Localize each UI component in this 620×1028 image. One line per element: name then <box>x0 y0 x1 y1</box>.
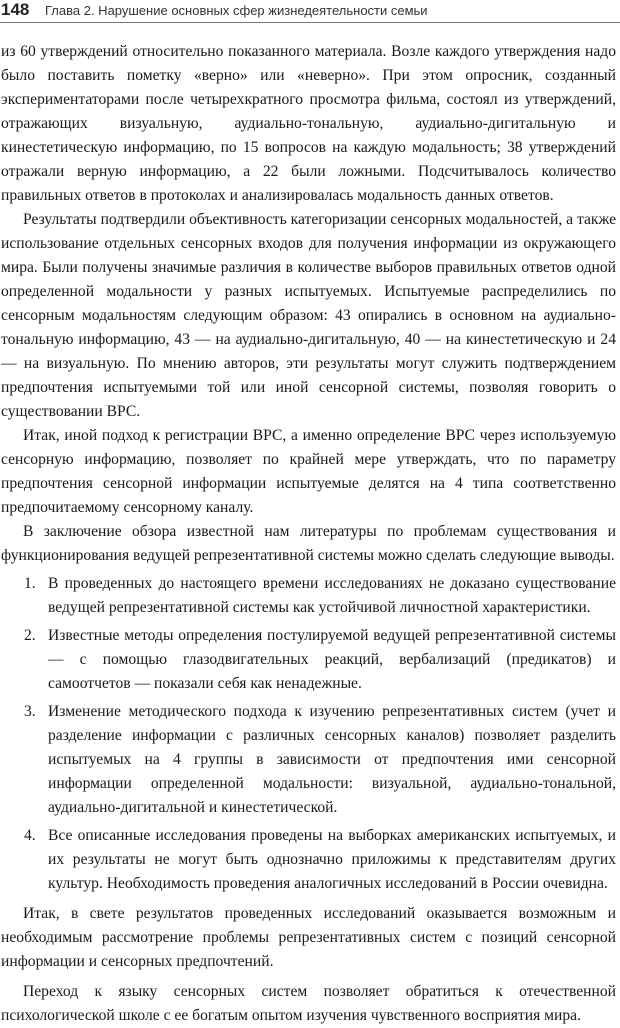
page-body <box>1 40 616 1028</box>
list-item-number: 1. <box>24 575 36 592</box>
list-item-text: Все описанные исследования проведены на выборках американских испытуемых, и их результаты не могут быть однозначно приложимы к представителям других культур. Необходимость проведения аналогичных исследований в России очевидна. <box>48 827 616 892</box>
conclusions-list <box>1 572 616 896</box>
list-item-text: В проведенных до настоящего времени исследованиях не доказано существование ведущей репрезентативной системы как устойчивой личностной характеристики. <box>48 575 616 616</box>
running-head: Глава 2. Нарушение основных сфер жизнедеятельности семьи <box>45 3 428 18</box>
list-item-text: Изменение методического подхода к изучению репрезентативных систем (учет и разделение информации с различных сенсорных каналов) позволяет разделить испытуемых на 4 группы в зависимости от предпочтения ими сенсорной информации определенной модальности: визуальной, аудиально-тональной, аудиально-дигитальной и кинестетической. <box>48 703 616 816</box>
page-header <box>0 0 620 26</box>
page-number: 148 <box>1 0 30 19</box>
list-item <box>1 572 616 620</box>
paragraph-3: Итак, иной подход к регистрации ВРС, а именно определение ВРС через используемую сенсорную информацию, позволяет по крайней мере утверждать, что по параметру предпочтения сенсорной информации испытуемые делятся на 4 типа соответственно предпочитаемому сенсорному каналу. <box>1 427 616 516</box>
paragraph-6: Переход к языку сенсорных систем позволяет обратиться к отечественной психологической школе с ее богатым опытом изучения чувственного восприятия мира. <box>1 983 616 1024</box>
paragraph-1: из 60 утверждений относительно показанного материала. Возле каждого утверждения надо было поставить пометку «верно» или «неверно». При этом опросник, созданный экспериментаторами после четырехкратного просмотра фильма, состоял из утверждений, отражающих визуальную, аудиально-тональную, аудиально-дигитальную и кинестетическую информацию, по 15 вопросов на каждую модальность; 38 утверждений отражали верную информацию, а 22 были ложными. Подсчитывалось количество правильных ответов в протоколах и анализировалась модальность данных ответов. <box>1 43 616 204</box>
list-item-number: 3. <box>24 703 36 720</box>
list-item <box>1 700 616 820</box>
list-item-text: Известные методы определения постулируемой ведущей репрезентативной системы — с помощью глазодвигательных реакций, вербализаций (предикатов) и самоотчетов — показали себя как ненадежные. <box>48 627 616 692</box>
header-rule <box>0 22 620 23</box>
list-item-number: 4. <box>24 827 36 844</box>
paragraph-4: В заключение обзора известной нам литературы по проблемам существования и функционирования ведущей репрезентативной системы можно сделать следующие выводы. <box>1 523 616 564</box>
paragraph-5: Итак, в свете результатов проведенных исследований оказывается возможным и необходимым рассмотрение проблемы репрезентативных систем с позиций сенсорной информации и сенсорных предпочтений. <box>1 905 616 970</box>
list-item <box>1 624 616 696</box>
list-item <box>1 824 616 896</box>
paragraph-2: Результаты подтвердили объективность категоризации сенсорных модальностей, а также использование отдельных сенсорных входов для получения информации из окружающего мира. Были получены значимые различия в количестве выборов правильных ответов одной определенной модальности у разных испытуемых. Испытуемые распределились по сенсорным модальностям следующим образом: 43 опирались в основном на аудиально-тональную информацию, 43 — на аудиально-дигитальную, 40 — на кинестетическую и 24 — на визуальную. По мнению авторов, эти результаты могут служить подтверждением предпочтения испытуемыми той или иной сенсорной системы, позволяя говорить о существовании ВРС. <box>1 211 616 420</box>
list-item-number: 2. <box>24 627 36 644</box>
